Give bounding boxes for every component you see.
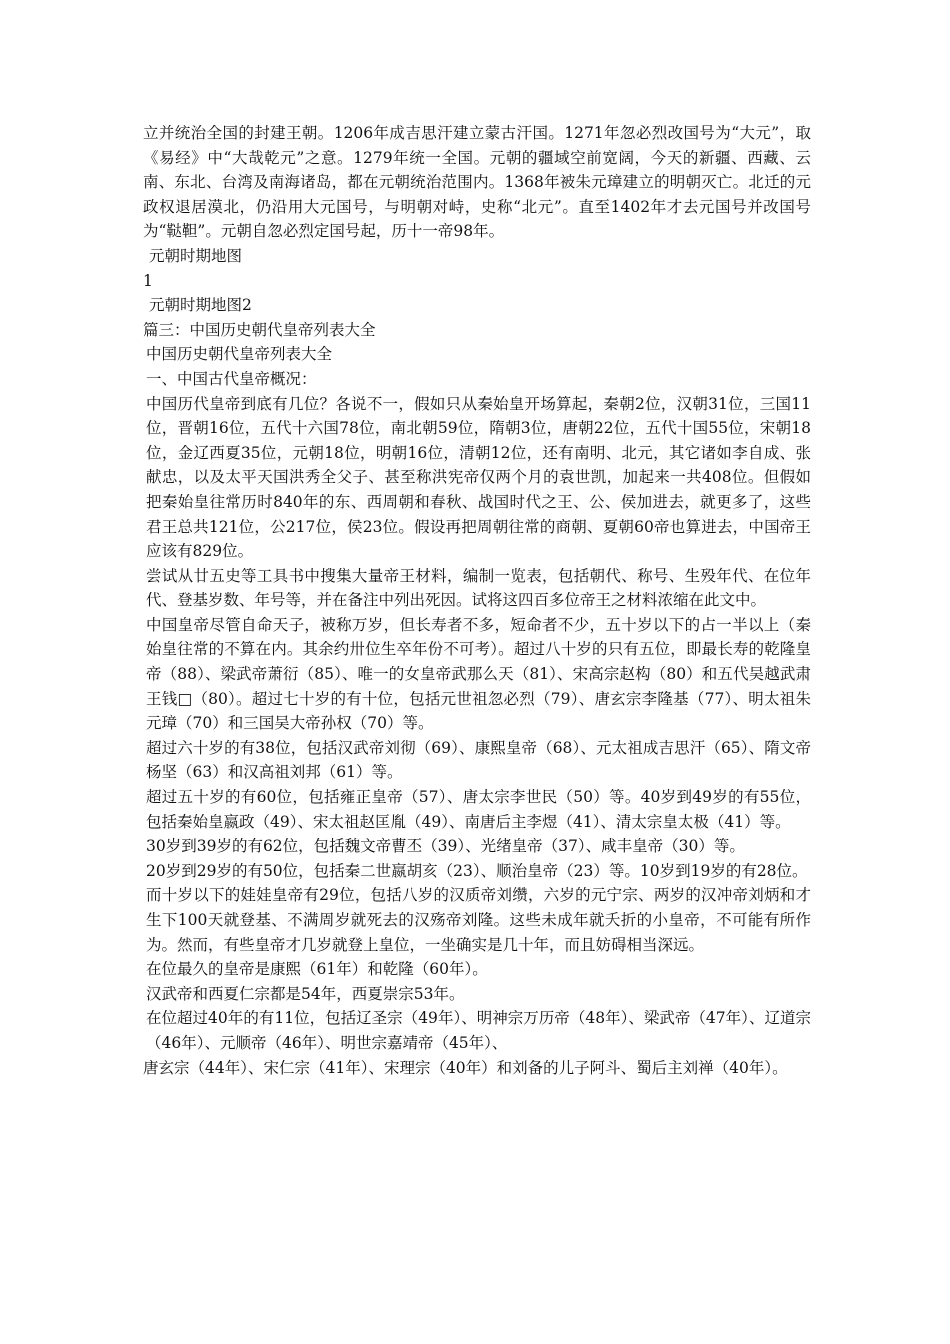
paragraph-forty-year-reigns-cont: 唐玄宗（44年）、宋仁宗（41年）、宋理宗（40年）和刘备的儿子阿斗、蜀后主刘禅（40年）。 xyxy=(143,1058,788,1077)
paragraph-fifty-year-reigns: 汉武帝和西夏仁宗都是54年，西夏崇宗53年。 xyxy=(146,984,465,1003)
section-heading: 篇三：中国历史朝代皇帝列表大全 xyxy=(143,320,376,339)
caption-yuan-map-2: 元朝时期地图2 xyxy=(149,296,252,315)
paragraph-thirties: 30岁到39岁的有62位，包括魏文帝曹丕（39）、光绪皇帝（37）、咸丰皇帝（30）等。 xyxy=(146,837,745,856)
caption-yuan-map: 元朝时期地图 xyxy=(149,246,243,265)
paragraph-over-sixty: 超过六十岁的有38位，包括汉武帝刘彻（69）、康熙皇帝（68）、元太祖成吉思汗（65）、隋文帝杨坚（63）和汉高祖刘邦（61）等。 xyxy=(146,738,811,782)
paragraph-longevity: 中国皇帝尽管自命天子，被称万岁，但长寿者不多，短命者不少，五十岁以下的占一半以上（秦始皇往常的不算在内。其余约卅位生卒年份不可考）。超过八十岁的只有五位，即最长寿的乾隆皇帝（88）、梁武帝萧衍（85）、唯一的女皇帝武那么天（81）、宋高宗赵构（80）和五代吴越武肃王钱□（80）。超过七十岁的有十位，包括元世祖忽必烈（79）、唐玄宗李隆基（77）、明太祖朱元璋（70）和三国吴大帝孙权（70）等。 xyxy=(146,615,811,733)
paragraph-yuan-dynasty-intro: 立并统治全国的封建王朝。1206年成吉思汗建立蒙古汗国。1271年忽必烈改国号为“大元”，取《易经》中“大哉乾元”之意。1279年统一全国。元朝的疆域空前宽阔，今天的新疆、西藏、云南、东北、台湾及南海诸岛，都在元朝统治范围内。1368年被朱元璋建立的明朝灭亡。北迁的元政权退居漠北，仍沿用大元国号，与明朝对峙，史称“北元”。直至1402年才去元国号并改国号为“鞑靼”。元朝自忽必烈定国号起，历十一帝98年。 xyxy=(143,124,811,241)
paragraph-twenties: 20岁到29岁的有50位，包括秦二世嬴胡亥（23）、顺治皇帝（23）等。10岁到19岁的有28位。 xyxy=(146,861,808,880)
paragraph-materials: 尝试从廿五史等工具书中搜集大量帝王材料，编制一览表，包括朝代、称号、生殁年代、在位年代、登基岁数、年号等，并在备注中列出死因。试将这四百多位帝王之材料浓缩在此文中。 xyxy=(146,566,811,610)
paragraph-emperor-count: 中国历代皇帝到底有几位？各说不一，假如只从秦始皇开场算起，秦朝2位，汉朝31位，三国11位，晋朝16位，五代十六国78位，南北朝59位，隋朝3位，唐朝22位，五代十国55位，宋朝18位，金辽西夏35位，元朝18位，明朝16位，清朝12位，还有南明、北元，其它诸如李自成、张献忠，以及太平天国洪秀全父子、甚至称洪宪帝仅两个月的袁世凯，加起来一共408位。但假如把秦始皇往常历时840年的东、西周朝和春秋、战国时代之王、公、侯加进去，就更多了，这些君王总共121位，公217位，侯23位。假设再把周朝往常的商朝、夏朝60帝也算进去，中国帝王应该有829位。 xyxy=(146,394,811,561)
paragraph-longest-reign: 在位最久的皇帝是康熙（61年）和乾隆（60年）。 xyxy=(146,960,488,979)
paragraph-child-emperors: 而十岁以下的娃娃皇帝有29位，包括八岁的汉质帝刘缵，六岁的元宁宗、两岁的汉冲帝刘炳和才生下100天就登基、不满周岁就死去的汉殇帝刘隆。这些未成年就夭折的小皇帝，不可能有所作为。然而，有些皇帝才几岁就登上皇位，一坐确实是几十年，而且妨碍相当深远。 xyxy=(146,886,811,954)
page-number: 1 xyxy=(143,271,153,290)
document-page xyxy=(143,121,811,1080)
paragraph-forty-year-reigns: 在位超过40年的有11位，包括辽圣宗（49年）、明神宗万历帝（48年）、梁武帝（47年）、辽道宗（46年）、元顺帝（46年）、明世宗嘉靖帝（45年）、 xyxy=(146,1009,811,1052)
article-title: 中国历史朝代皇帝列表大全 xyxy=(146,345,333,364)
paragraph-over-fifty: 超过五十岁的有60位，包括雍正皇帝（57）、唐太宗李世民（50）等。40岁到49岁的有55位，包括秦始皇嬴政（49）、宋太祖赵匡胤（49）、南唐后主李煜（41）、清太宗皇太极（41）等。 xyxy=(146,788,811,831)
subheading-overview: 一、中国古代皇帝概况： xyxy=(146,369,317,388)
